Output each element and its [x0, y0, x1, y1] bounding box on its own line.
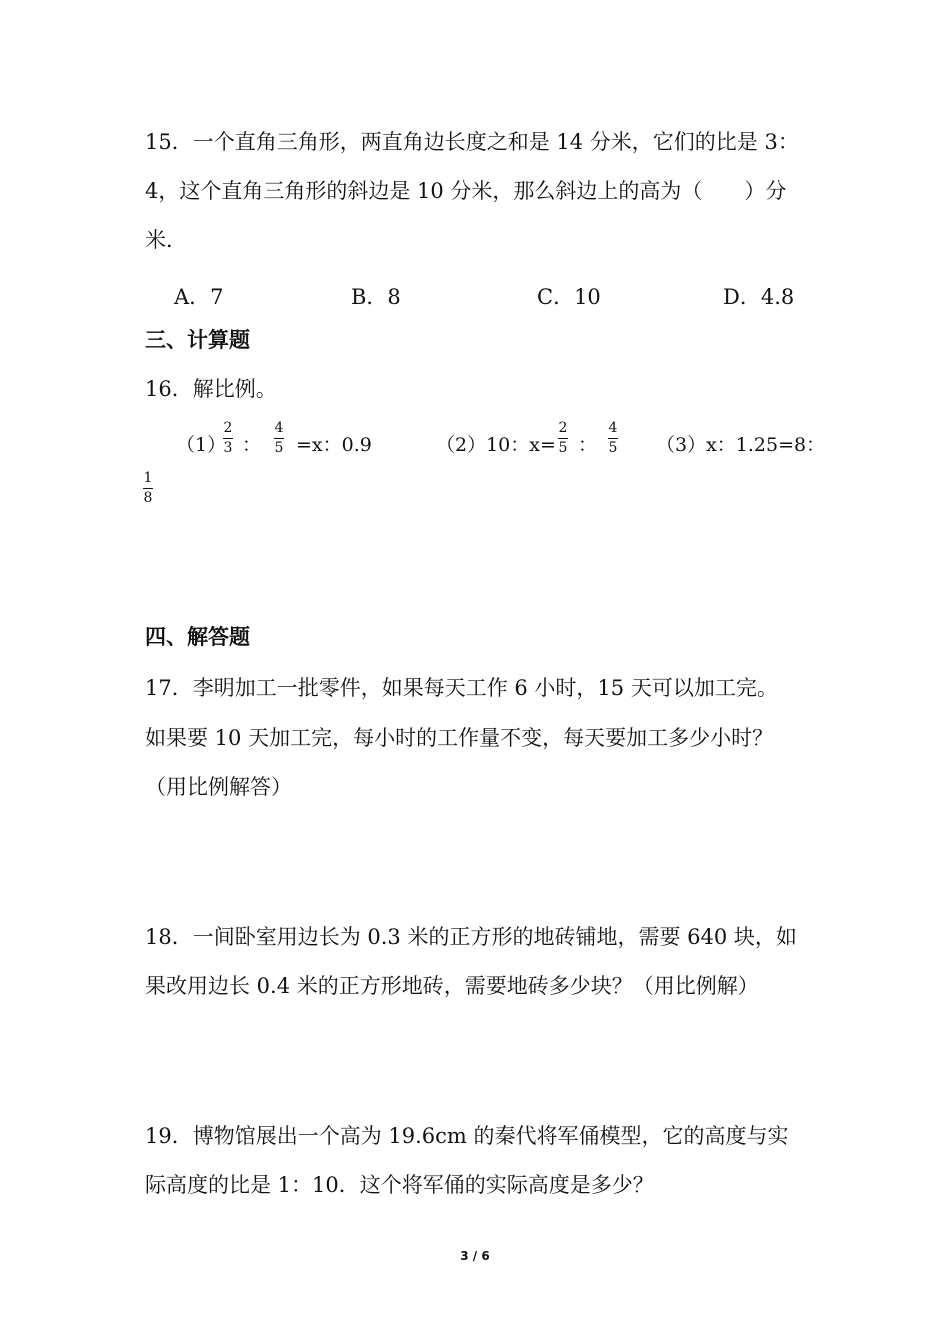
q15-option-d: D．4.8 — [723, 285, 795, 309]
q16-p1-label: （1） — [176, 434, 227, 456]
q16-p3-numerator: 1 — [143, 470, 153, 486]
q16-p2-colon: ： — [578, 434, 598, 456]
q16-p1-tail: =x：0.9 — [296, 434, 372, 456]
q16-p2-label: （2）10：x= — [436, 434, 556, 456]
q16-p1-f2-denominator: 5 — [274, 439, 284, 456]
q16-p2-f1-numerator: 2 — [558, 420, 568, 436]
q16-stem: 16．解比例。 — [145, 377, 277, 401]
page-number: 3 / 6 — [460, 1249, 490, 1263]
q15-line-3: 米． — [145, 228, 187, 252]
q15-option-c: C．10 — [537, 285, 601, 309]
q16-p2-f1-denominator: 5 — [558, 439, 568, 456]
q16-p2-f2-numerator: 4 — [608, 420, 618, 436]
q15-line-2: 4，这个直角三角形的斜边是 10 分米，那么斜边上的高为（ ）分 — [145, 179, 787, 203]
q15-line-1: 15．一个直角三角形，两直角边长度之和是 14 分米，它们的比是 3： — [145, 130, 799, 154]
fraction-bar — [223, 438, 233, 439]
q15-option-a: A．7 — [174, 285, 224, 309]
q19-line-2: 际高度的比是 1：10．这个将军俑的实际高度是多少？ — [145, 1173, 654, 1197]
q16-p1-fraction-1 — [223, 421, 233, 455]
q18-line-2: 果改用边长 0.4 米的正方形地砖，需要地砖多少块？（用比例解） — [145, 974, 759, 998]
q17-line-2: 如果要 10 天加工完，每小时的工作量不变，每天要加工多少小时？ — [145, 726, 774, 750]
q16-p3-fraction — [143, 471, 153, 505]
fraction-bar — [608, 438, 618, 439]
fraction-bar — [274, 438, 284, 439]
q17-line-3: （用比例解答） — [145, 775, 292, 799]
q16-p3-label: （3）x：1.25=8： — [656, 434, 826, 456]
fraction-bar — [143, 488, 153, 489]
q18-line-1: 18．一间卧室用边长为 0.3 米的正方形的地砖铺地，需要 640 块，如 — [145, 925, 797, 949]
q16-p1-colon: ： — [242, 434, 262, 456]
q16-p1-f1-numerator: 2 — [223, 420, 233, 436]
q16-p1-f1-denominator: 3 — [223, 439, 233, 456]
section-3-title: 三、计算题 — [145, 328, 250, 352]
q16-p2-fraction-2 — [608, 421, 618, 455]
q16-p2-fraction-1 — [558, 421, 568, 455]
q15-option-b: B．8 — [351, 285, 401, 309]
fraction-bar — [558, 438, 568, 439]
q16-p3-denominator: 8 — [143, 489, 153, 506]
q17-line-1: 17．李明加工一批零件，如果每天工作 6 小时，15 天可以加工完。 — [145, 676, 778, 700]
q16-p1-fraction-2 — [274, 421, 284, 455]
q16-p1-f2-numerator: 4 — [274, 420, 284, 436]
section-4-title: 四、解答题 — [145, 625, 250, 649]
q19-line-1: 19．博物馆展出一个高为 19.6cm 的秦代将军俑模型，它的高度与实 — [145, 1124, 789, 1148]
q16-p2-f2-denominator: 5 — [608, 439, 618, 456]
